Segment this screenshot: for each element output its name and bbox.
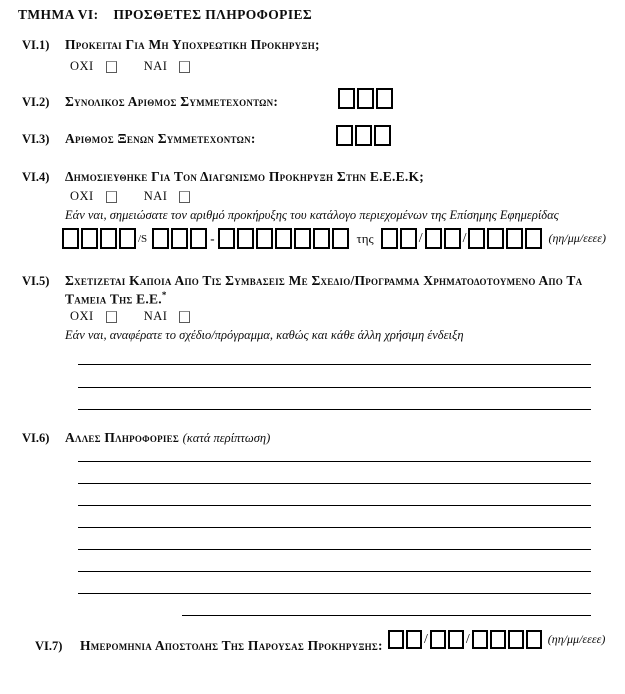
answer-line[interactable]: [182, 615, 591, 616]
digit-box[interactable]: [508, 630, 524, 649]
vi7-month-boxes: [430, 630, 464, 649]
answer-line[interactable]: [78, 527, 591, 528]
digit-box[interactable]: [400, 228, 417, 249]
digit-box[interactable]: [357, 88, 374, 109]
section-title: ΠΡΟΣΘΕΤΕΣ ΠΛΗΡΟΦΟΡΙΕΣ: [113, 7, 313, 22]
digit-box[interactable]: [152, 228, 169, 249]
vi1-yes-checkbox[interactable]: [179, 61, 190, 73]
vi6-answer-lines: [78, 461, 591, 637]
vi1-label: Προκειται Για Μη Υποχρεωτικη Προκηρυξη;: [65, 37, 320, 52]
digit-box[interactable]: [490, 630, 506, 649]
vi4-year-boxes: [468, 228, 542, 249]
vi5-answer-lines: [78, 364, 591, 432]
vi5-label: [65, 273, 617, 307]
section-number: ΤΜΗΜΑ VI:: [18, 7, 99, 22]
oj-of-word: της: [356, 230, 374, 246]
yes-label: ΝΑΙ: [143, 309, 168, 323]
vi5-no-checkbox[interactable]: [106, 311, 117, 323]
answer-line[interactable]: [78, 461, 591, 462]
vi5-yes-checkbox[interactable]: [179, 311, 190, 323]
answer-line[interactable]: [78, 571, 591, 572]
digit-box[interactable]: [430, 630, 446, 649]
digit-box[interactable]: [190, 228, 207, 249]
digit-box[interactable]: [448, 630, 464, 649]
oj-issue-boxes: [152, 228, 207, 249]
vi5-number: VI.5): [22, 274, 50, 288]
vi5-label-line1: Σχετιζεται Καποια Απο Τις Συμβασεις Με Σχεδιο/Προγραμμα Χρηματοδοτουμενο Απο Τα: [65, 273, 583, 288]
date-separator: /: [418, 230, 423, 246]
digit-box[interactable]: [338, 88, 355, 109]
digit-box[interactable]: [336, 125, 353, 146]
date-separator: /: [424, 631, 428, 647]
vi5-if-yes-hint: Εάν ναι, αναφέρατε το σχέδιο/πρόγραμμα, καθώς και κάθε άλλη χρήσιμη ένδειξη: [65, 328, 464, 342]
oj-page-boxes: [218, 228, 349, 249]
answer-line[interactable]: [78, 549, 591, 550]
vi6-label-row: [65, 430, 270, 446]
vi4-yes-checkbox[interactable]: [179, 191, 190, 203]
vi7-label: Ημερομηνια Αποστολης Της Παρουσας Προκηρυξης:: [80, 638, 383, 653]
yes-label: ΝΑΙ: [143, 59, 168, 73]
digit-box[interactable]: [468, 228, 485, 249]
no-label: ΟΧΙ: [70, 309, 94, 323]
digit-box[interactable]: [237, 228, 254, 249]
digit-box[interactable]: [62, 228, 79, 249]
vi4-number: VI.4): [22, 170, 50, 184]
vi4-if-yes-hint: Εάν ναι, σημειώσατε τον αριθμό προκήρυξης του κατάλογο περιεχομένων της Επίσημης Εφημερίδας: [65, 208, 559, 222]
vi4-month-boxes: [425, 228, 461, 249]
answer-line[interactable]: [78, 409, 591, 410]
digit-box[interactable]: [313, 228, 330, 249]
digit-box[interactable]: [506, 228, 523, 249]
digit-box[interactable]: [100, 228, 117, 249]
oj-series-label: /S: [138, 232, 148, 245]
digit-box[interactable]: [525, 228, 542, 249]
digit-box[interactable]: [275, 228, 292, 249]
digit-box[interactable]: [218, 228, 235, 249]
vi5-label-line2: Ταμεια Της Ε.Ε.: [65, 291, 162, 307]
vi3-digit-boxes: [336, 125, 391, 146]
vi6-number: VI.6): [22, 431, 50, 445]
no-label: ΟΧΙ: [70, 189, 94, 203]
digit-box[interactable]: [332, 228, 349, 249]
vi4-label: Δημοσιευθηκε Για Τον Διαγωνισμο Προκηρυξη Στην Ε.Ε.Ε.Κ;: [65, 169, 424, 184]
vi1-yes-no-row: [70, 59, 190, 74]
vi3-label: Αριθμος Ξενων Συμμετεχοντων:: [65, 131, 256, 146]
digit-box[interactable]: [444, 228, 461, 249]
answer-line[interactable]: [78, 505, 591, 506]
answer-line[interactable]: [78, 364, 591, 365]
digit-box[interactable]: [487, 228, 504, 249]
digit-box[interactable]: [294, 228, 311, 249]
vi3-number: VI.3): [22, 132, 50, 146]
digit-box[interactable]: [355, 125, 372, 146]
vi7-date-row: [388, 630, 605, 649]
digit-box[interactable]: [406, 630, 422, 649]
digit-box[interactable]: [425, 228, 442, 249]
vi7-day-boxes: [388, 630, 422, 649]
vi1-number: VI.1): [22, 38, 50, 52]
digit-box[interactable]: [256, 228, 273, 249]
digit-box[interactable]: [374, 125, 391, 146]
page-title: [18, 7, 312, 23]
vi4-yes-no-row: [70, 189, 190, 204]
oj-dash: -: [210, 230, 215, 246]
answer-line[interactable]: [78, 593, 591, 594]
vi7-number: VI.7): [35, 639, 63, 653]
vi6-label-note: (κατά περίπτωση): [182, 431, 271, 445]
digit-box[interactable]: [171, 228, 188, 249]
date-separator: /: [465, 631, 470, 647]
digit-box[interactable]: [526, 630, 542, 649]
digit-box[interactable]: [119, 228, 136, 249]
vi7-date-format-hint: (ηη/μμ/εεεε): [547, 632, 606, 646]
digit-box[interactable]: [388, 630, 404, 649]
vi4-day-boxes: [381, 228, 417, 249]
vi4-date-format-hint: (ηη/μμ/εεεε): [548, 231, 607, 245]
vi1-no-checkbox[interactable]: [106, 61, 117, 73]
date-separator: /: [462, 230, 467, 246]
vi6-label: Αλλες Πληροφοριες: [65, 430, 179, 445]
oj-year-boxes: [62, 228, 136, 249]
vi2-digit-boxes: [338, 88, 393, 109]
vi2-number: VI.2): [22, 95, 50, 109]
vi4-no-checkbox[interactable]: [106, 191, 117, 203]
no-label: ΟΧΙ: [70, 59, 94, 73]
digit-box[interactable]: [81, 228, 98, 249]
digit-box[interactable]: [381, 228, 398, 249]
answer-line[interactable]: [78, 387, 591, 388]
vi4-oj-reference-row: [62, 228, 606, 249]
answer-line[interactable]: [78, 483, 591, 484]
footnote-mark: *: [161, 290, 167, 300]
yes-label: ΝΑΙ: [143, 189, 168, 203]
vi7-year-boxes: [472, 630, 542, 649]
digit-box[interactable]: [472, 630, 488, 649]
vi5-yes-no-row: [70, 309, 190, 324]
vi2-label: Συνολικος Αριθμος Συμμετεχοντων:: [65, 94, 279, 109]
digit-box[interactable]: [376, 88, 393, 109]
